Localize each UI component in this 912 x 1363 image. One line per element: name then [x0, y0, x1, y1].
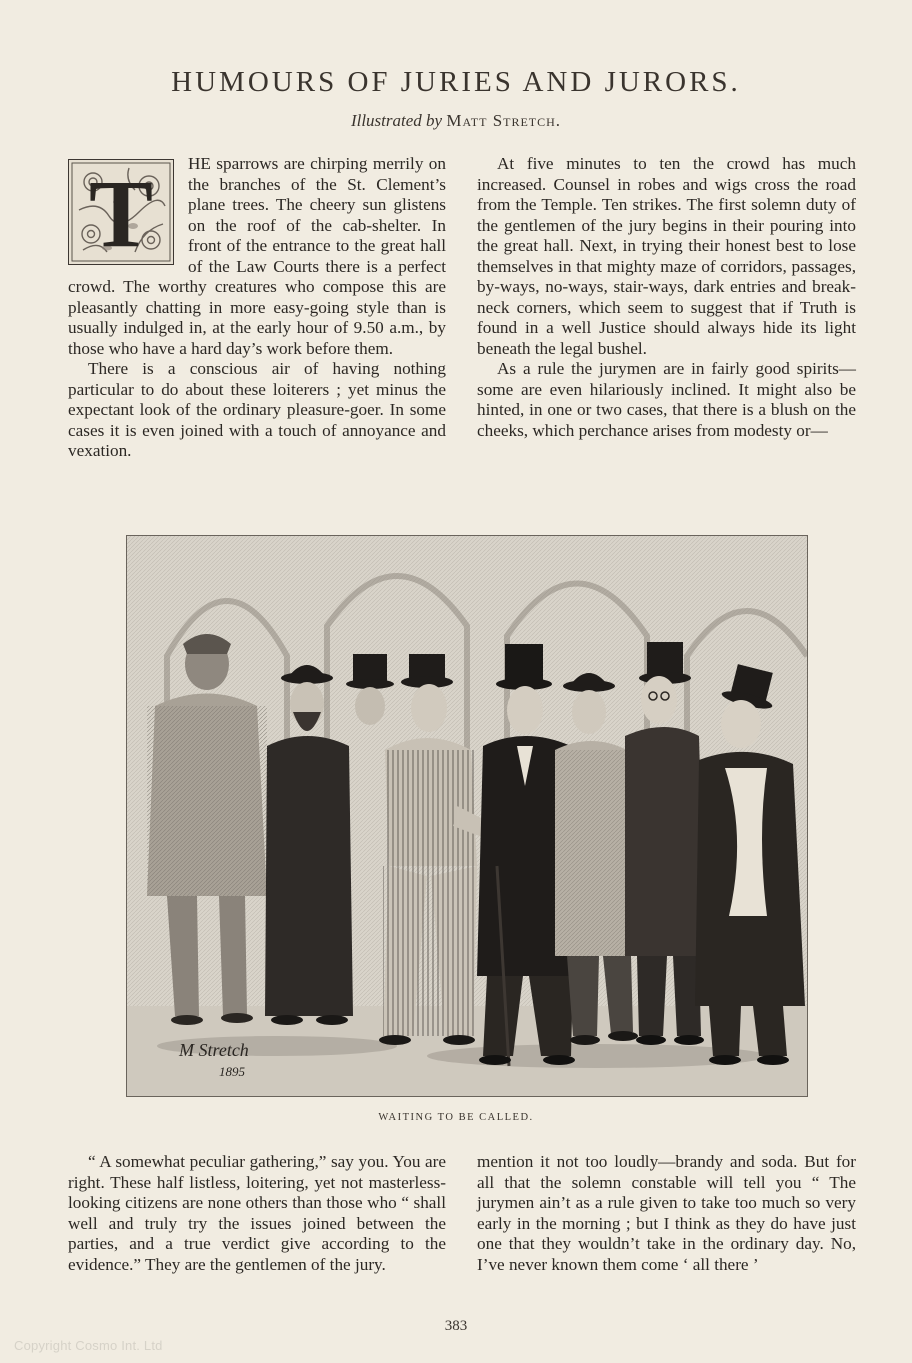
jurors-engraving — [127, 536, 807, 1096]
byline-illustrator: Matt Stretch. — [446, 111, 562, 130]
column-bottom-left — [68, 1152, 446, 1300]
illustration-jurors-waiting — [126, 535, 808, 1097]
paragraph: As a rule the jurymen are in fairly good spirits—some are even hilariously inclined. It might also be hinted, in one or two cases, that there is a blush on the cheeks, which perchance arises from modesty or— — [477, 359, 856, 440]
dropcap-ornament — [68, 159, 174, 265]
page-number: 383 — [444, 1318, 468, 1334]
artist-signature-year: 1895 — [219, 1064, 245, 1079]
article-byline — [0, 111, 912, 131]
column-bottom-right — [477, 1152, 856, 1300]
byline-prefix: Illustrated by — [350, 111, 443, 130]
floral-ornament-icon — [69, 160, 173, 264]
article-title: HUMOURS OF JURIES AND JURORS. — [171, 66, 741, 98]
artist-signature: M Stretch — [179, 1040, 249, 1060]
column-top-right — [477, 154, 856, 502]
paragraph-text: HE sparrows are chirping merrily on the branches of the St. Clement’s plane trees. The cheery sun glistens on the roof of the cab-shelter. In front of the entrance to the great hall of the Law Courts there is a perfect crowd. The worthy creatures who compose this are pleasantly chatting in more easy-going style than is usually indulged in, at the early hour of 9.50 a.m., by those who have a hard day’s work before them. — [68, 154, 446, 358]
dropcap-letter: T — [88, 160, 154, 264]
paragraph: There is a conscious air of having nothing particular to do about these loiterers ; yet minus the expectant look of the ordinary pleasure-goer. In some cases it is even joined with a touch of annoyance and vexation. — [68, 359, 446, 460]
paragraph: mention it not too loudly—brandy and soda. But for all that the solemn constable will tell you “ The jurymen ain’t as a rule given to take too much so very early in the morning ; but I think as they do have just one that they wouldn’t take in the ordinary day. No, I’ve never known them come ‘ all there ’ — [477, 1152, 856, 1274]
copyright-watermark: Copyright Cosmo Int. Ltd — [14, 1338, 163, 1353]
paragraph: At five minutes to ten the crowd has much increased. Counsel in robes and wigs cross the road from the Temple. Ten strikes. The first solemn duty of the gentlemen of the jury begins in their pouring into the great hall. Next, in trying their honest best to lose themselves in that mighty maze of corridors, passages, by-ways, no-ways, stair-ways, dark entries and break-neck corners, which seem to suggest that if Truth is found in a well Justice should always hide its light beneath the legal bushel. — [477, 154, 856, 358]
paragraph: “ A somewhat peculiar gathering,” say you. You are right. These half listless, loitering, yet not masterless-looking citizens are none others than those who “ shall well and truly try the issues joined between the parties, and a true verdict give according to the evidence.” They are the gentlemen of the jury. — [68, 1152, 446, 1274]
paragraph — [68, 154, 446, 359]
column-top-left — [68, 154, 446, 502]
illustration-caption: WAITING TO BE CALLED. — [378, 1112, 534, 1123]
